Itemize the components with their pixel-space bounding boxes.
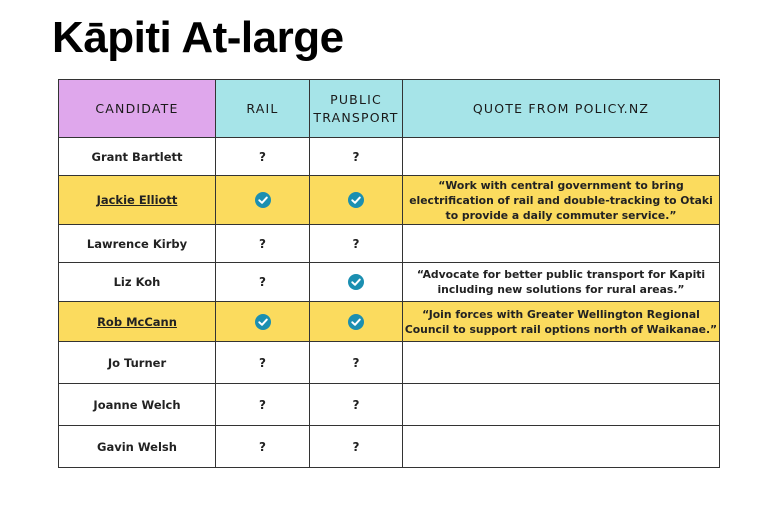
candidate-name-cell xyxy=(59,384,216,426)
candidate-name: Joanne Welch xyxy=(93,397,181,412)
rail-status-cell xyxy=(216,176,310,225)
table-row xyxy=(59,384,720,426)
rail-status-cell xyxy=(216,263,310,302)
unknown-status: ? xyxy=(352,236,360,251)
policy-quote xyxy=(403,225,720,263)
unknown-status: ? xyxy=(259,236,266,251)
policy-quote xyxy=(403,342,720,384)
candidate-name-cell[interactable] xyxy=(59,302,216,342)
candidate-name: Jo Turner xyxy=(107,355,167,370)
page-title: Kāpiti At-large xyxy=(52,13,344,62)
unknown-status: ? xyxy=(259,275,266,289)
table-row xyxy=(59,225,720,263)
candidates-table xyxy=(58,79,720,468)
public-transport-status-cell xyxy=(310,426,403,468)
candidate-name: Liz Koh xyxy=(113,275,161,289)
candidate-name: Gavin Welsh xyxy=(97,439,177,454)
public-transport-status-cell xyxy=(310,138,403,176)
candidate-name-link[interactable]: Jackie Elliott xyxy=(96,193,178,207)
public-transport-status-cell xyxy=(310,384,403,426)
rail-status-cell xyxy=(216,426,310,468)
policy-quote: “Advocate for better public transport for Kapiti including new solutions for rural areas.” xyxy=(403,263,720,302)
rail-status-cell xyxy=(216,384,310,426)
table-row xyxy=(59,176,720,225)
rail-status-cell xyxy=(216,302,310,342)
candidate-name-cell xyxy=(59,225,216,263)
header-quote: QUOTE FROM POLICY.NZ xyxy=(403,80,720,138)
unknown-status: ? xyxy=(352,355,360,370)
header-public-transport-line2: TRANSPORT xyxy=(313,109,399,125)
public-transport-status-cell xyxy=(310,225,403,263)
policy-quote: “Join forces with Greater Wellington Regional Council to support rail options north of Waikanae.” xyxy=(403,302,720,342)
check-circle-icon xyxy=(348,314,364,330)
public-transport-status-cell xyxy=(310,176,403,225)
unknown-status: ? xyxy=(352,397,360,412)
candidate-name-cell xyxy=(59,342,216,384)
public-transport-status-cell xyxy=(310,302,403,342)
header-candidate: CANDIDATE xyxy=(59,80,216,138)
table-row xyxy=(59,426,720,468)
check-circle-icon xyxy=(348,274,364,290)
candidate-name-cell xyxy=(59,263,216,302)
table-header-row xyxy=(59,80,720,138)
table-row xyxy=(59,302,720,342)
rail-status-cell xyxy=(216,138,310,176)
table-row xyxy=(59,342,720,384)
public-transport-status-cell xyxy=(310,342,403,384)
candidate-name-cell xyxy=(59,138,216,176)
table-row xyxy=(59,138,720,176)
table-body xyxy=(59,138,720,468)
candidate-name-cell xyxy=(59,426,216,468)
policy-quote xyxy=(403,384,720,426)
table-row xyxy=(59,263,720,302)
candidate-name-link[interactable]: Rob McCann xyxy=(97,314,177,329)
unknown-status: ? xyxy=(259,149,266,164)
unknown-status: ? xyxy=(259,355,266,370)
candidate-name-cell[interactable] xyxy=(59,176,216,225)
public-transport-status-cell xyxy=(310,263,403,302)
check-circle-icon xyxy=(348,192,364,208)
header-rail: RAIL xyxy=(216,80,310,138)
unknown-status: ? xyxy=(259,397,266,412)
check-circle-icon xyxy=(255,314,271,330)
policy-quote xyxy=(403,426,720,468)
candidate-name: Lawrence Kirby xyxy=(86,236,188,251)
rail-status-cell xyxy=(216,342,310,384)
check-circle-icon xyxy=(255,192,271,208)
rail-status-cell xyxy=(216,225,310,263)
unknown-status: ? xyxy=(352,149,360,164)
policy-quote: “Work with central government to bring electrification of rail and double-tracking to Otaki to provide a daily commuter service.” xyxy=(403,176,720,225)
header-public-transport xyxy=(310,80,403,138)
candidate-name: Grant Bartlett xyxy=(91,149,183,164)
policy-quote xyxy=(403,138,720,176)
unknown-status: ? xyxy=(352,439,360,454)
unknown-status: ? xyxy=(259,439,266,454)
header-public-transport-line1: PUBLIC xyxy=(330,91,382,107)
